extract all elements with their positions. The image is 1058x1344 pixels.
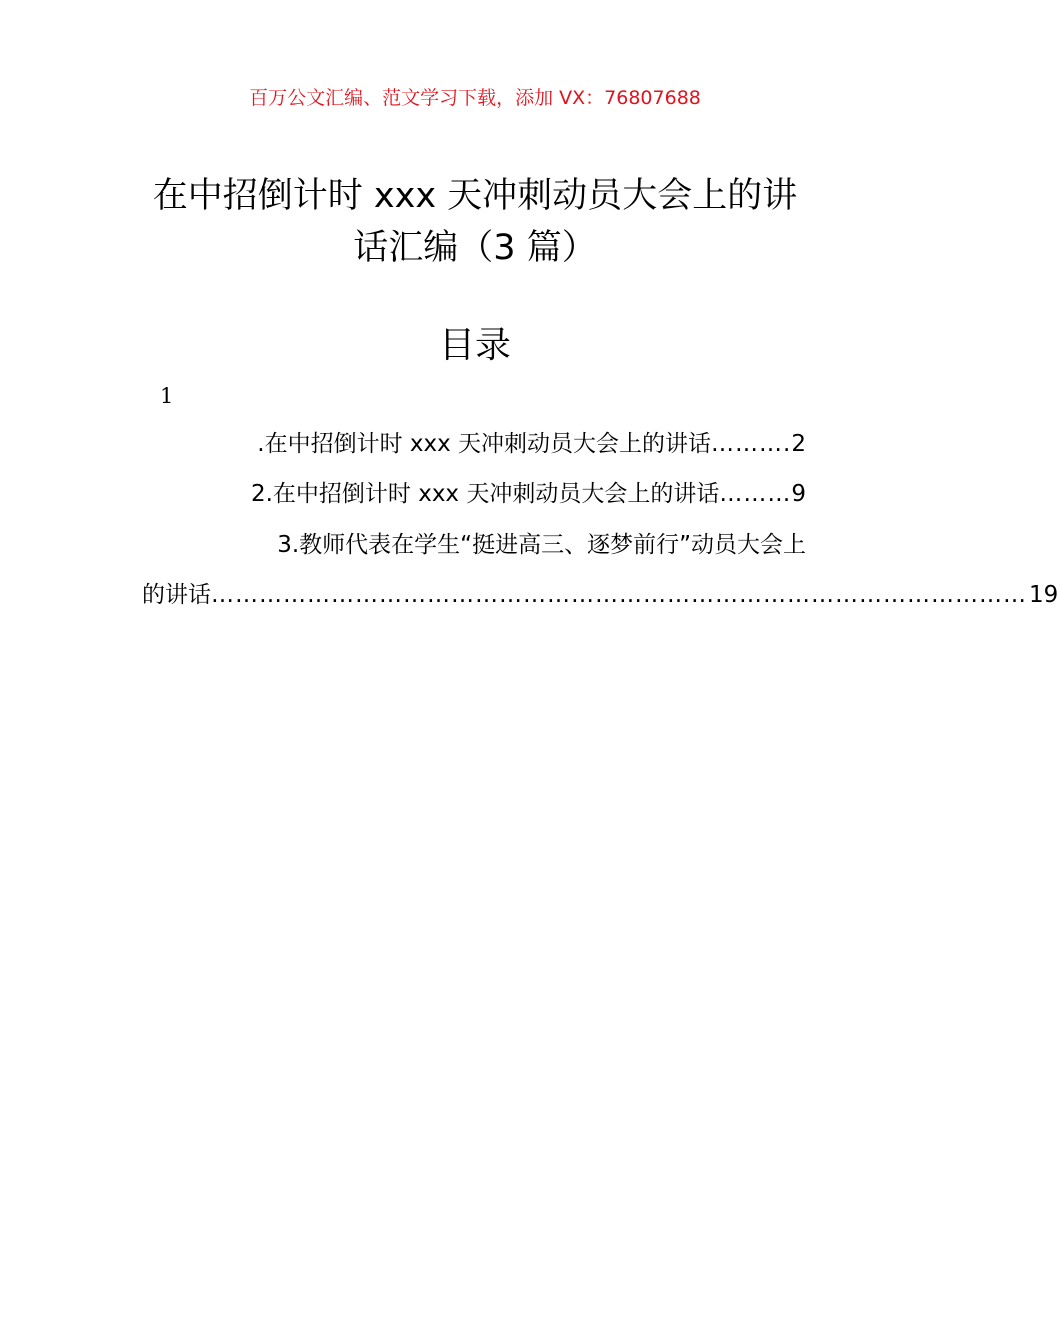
toc-entry-1-text: .在中招倒计时 xxx 天冲刺动员大会上的讲话 (257, 431, 712, 457)
document-title (140, 170, 810, 274)
title-line-1: 在中招倒计时 xxx 天冲刺动员大会上的讲 (152, 176, 798, 216)
toc-entry-2-text: 2.在中招倒计时 xxx 天冲刺动员大会上的讲话 (250, 481, 720, 507)
toc-heading: 目录 (438, 325, 511, 366)
toc-entry-2-page: 9 (791, 481, 806, 507)
toc-entry-3[interactable] (277, 527, 806, 563)
toc-entry-2-leader: ……… (719, 481, 792, 507)
toc-entry-3-text: 3.教师代表在学生“挺进高三、逐梦前行”动员大会上 (277, 532, 806, 558)
toc-entry-3-text-cont: 的讲话 (142, 582, 211, 608)
toc-entry-1-page: 2 (791, 431, 806, 457)
toc-number-marker: 1 (160, 384, 174, 408)
toc-entry-3-continuation[interactable] (142, 577, 1058, 613)
watermark-banner: 百万公文汇编、范文学习下载，添加 VX：76807688 (249, 87, 701, 109)
toc-entry-1[interactable] (257, 426, 806, 462)
title-line-2: 话汇编（3 篇） (353, 228, 597, 268)
toc-entry-3-leader: ………………………………………………………………………………………… (211, 582, 1027, 608)
toc-entry-1-leader: ………. (711, 431, 792, 457)
toc-entry-3-page: 19 (1029, 582, 1058, 608)
toc-entry-2[interactable] (251, 476, 806, 512)
